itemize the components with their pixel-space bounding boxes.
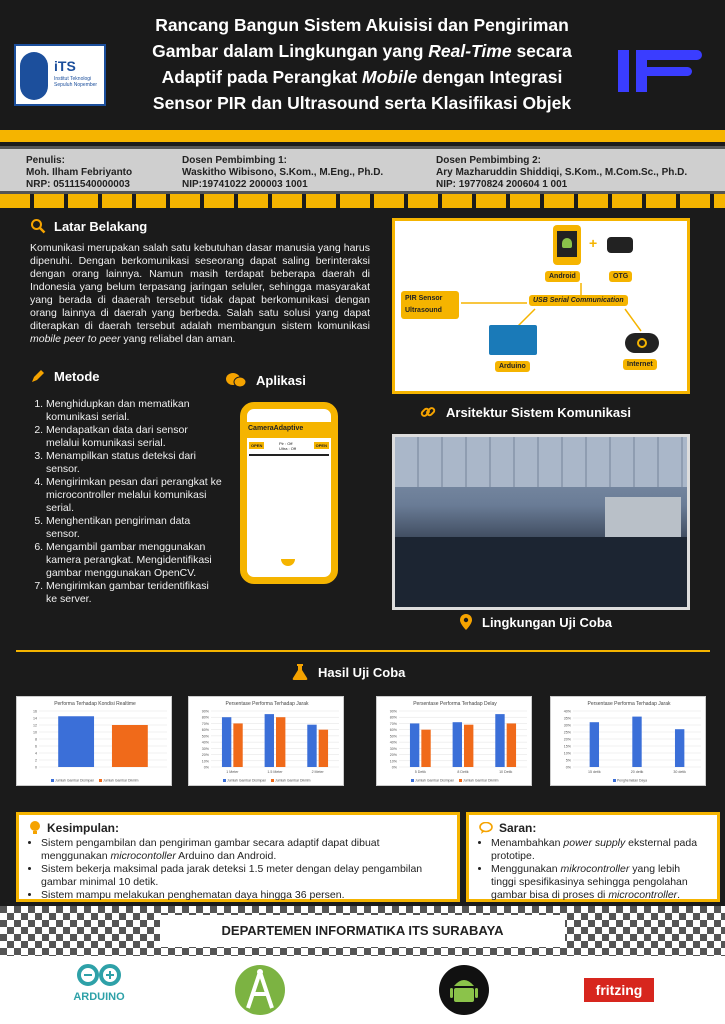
- bar: [464, 725, 473, 767]
- ultra-status: Ultra : Off: [279, 446, 297, 451]
- metode-title: Metode: [54, 368, 100, 384]
- arduino-board-icon: [489, 325, 537, 355]
- bar: [276, 717, 285, 767]
- list-item: 1. Menghidupkan dan mematikan komunikasi serial.: [46, 398, 222, 424]
- author-band: [0, 146, 725, 194]
- arsitektur-header: [420, 404, 631, 420]
- map-pin-icon: [460, 614, 472, 630]
- y-tick-label: 70%: [201, 721, 209, 726]
- x-tick-label: 1.5 Meter: [267, 770, 283, 774]
- list-item: • Sistem mampu melakukan penghematan daya hingga 36 persen.: [41, 889, 447, 902]
- footer-logos: [0, 956, 725, 1024]
- lightbulb-icon: [29, 821, 41, 835]
- y-tick-label: 0%: [203, 765, 209, 770]
- list-item: 2. Mendapatkan data dari sensor melalui komunikasi serial.: [46, 424, 222, 450]
- if-logo-icon: [614, 48, 706, 94]
- y-tick-label: 50%: [389, 734, 397, 739]
- department-label: DEPARTEMEN INFORMATIKA ITS SURABAYA: [160, 915, 565, 947]
- y-tick-label: 10: [33, 730, 37, 735]
- arduino-label: Arduino: [495, 361, 530, 372]
- x-tick-label: 10 Detik: [499, 770, 513, 774]
- kesimpulan-list: [29, 837, 447, 902]
- hasil-title: Hasil Uji Coba: [318, 664, 406, 680]
- legend-label: Jumlah Gambar Disimpan: [227, 778, 267, 783]
- chart-svg: [551, 697, 707, 787]
- author-info: Penulis: Moh. Ilham Febriyanto NRP: 05111540000003: [26, 155, 133, 190]
- chat-icon: [226, 372, 246, 388]
- lingkungan-title: Lingkungan Uji Coba: [482, 614, 612, 630]
- bar: [233, 723, 242, 767]
- bar: [222, 717, 231, 767]
- list-item: 4. Mengirimkan pesan dari perangkat ke microcontroller melalui komunikasi serial.: [46, 476, 222, 515]
- its-subtitle: Institut Teknologi Sepuluh Nopember: [54, 76, 98, 88]
- x-tick-label: 5 Detik: [414, 770, 426, 774]
- bar: [453, 722, 462, 767]
- y-tick-label: 35%: [563, 716, 571, 721]
- y-tick-label: 90%: [201, 709, 209, 714]
- chart-svg: [189, 697, 345, 787]
- legend-swatch: [51, 779, 54, 782]
- list-item: • Sistem bekerja maksimal pada jarak deteksi 1.5 meter dengan delay pengambilan gambar minimal 10 detik.: [41, 863, 447, 889]
- saran-box: [466, 812, 720, 902]
- legend-label: Jumlah Gambar Disimpan: [415, 778, 455, 783]
- y-tick-label: 20%: [201, 753, 209, 758]
- bar: [507, 723, 516, 767]
- supervisor-2-info: Dosen Pembimbing 2: Ary Mazharuddin Shiddiqi, S.Kom., M.Com.Sc., Ph.D. NIP: 19770824 200604 1 001: [436, 155, 688, 190]
- list-item: • Menambahkan power supply eksternal pada prototipe.: [491, 837, 707, 863]
- chart-title: Persentase Performa Terhadap Jarak: [587, 701, 671, 707]
- y-tick-label: 4: [35, 751, 37, 756]
- usb-serial-label: USB Serial Communication: [529, 295, 628, 306]
- y-tick-label: 10%: [201, 759, 209, 764]
- open-button-right[interactable]: OPEN: [315, 443, 327, 448]
- pir-ultrasound-label: PIR Sensor Ultrasound: [401, 291, 459, 319]
- kesimpulan-title: Kesimpulan:: [47, 821, 120, 835]
- author-band-stripe: [0, 194, 725, 208]
- bar: [590, 722, 599, 767]
- pir-status: Pir : Off: [279, 441, 293, 446]
- list-item: • Sistem pengambilan dan pengiriman gambar secara adaptif dapat dibuat menggunakan microcontoller Arduino dan Android.: [41, 837, 447, 863]
- bar: [421, 730, 430, 767]
- legend-swatch: [411, 779, 414, 782]
- y-tick-label: 6: [35, 744, 37, 749]
- y-tick-label: 80%: [389, 715, 397, 720]
- saran-list: [479, 837, 707, 902]
- kesimpulan-box: [16, 812, 460, 902]
- y-tick-label: 60%: [389, 728, 397, 733]
- bar: [632, 717, 641, 767]
- bar: [307, 725, 316, 767]
- charts-row: [16, 696, 710, 800]
- y-tick-label: 14: [33, 716, 37, 721]
- y-tick-label: 8: [35, 737, 37, 742]
- y-tick-label: 12: [33, 723, 37, 728]
- chart-title: Persentase Performa Terhadap Delay: [413, 701, 497, 707]
- x-tick-label: 2 Meter: [311, 770, 324, 774]
- arduino-wordmark: ARDUINO: [73, 991, 125, 1003]
- y-tick-label: 20%: [563, 737, 571, 742]
- metode-list: [30, 398, 222, 606]
- latar-belakang-section: [30, 218, 370, 346]
- legend-label: Penghematan Daya: [617, 778, 647, 783]
- list-item: 5. Menghentikan pengiriman data sensor.: [46, 515, 222, 541]
- aplikasi-title: Aplikasi: [256, 372, 306, 388]
- plus-icon: +: [589, 235, 598, 251]
- y-tick-label: 10%: [389, 759, 397, 764]
- y-tick-label: 0%: [565, 765, 571, 770]
- x-tick-label: 8 Detik: [457, 770, 469, 774]
- chart-svg: [377, 697, 533, 787]
- bar: [319, 730, 328, 767]
- y-tick-label: 90%: [389, 709, 397, 714]
- chart-delay: [376, 696, 532, 786]
- app-name-bar: CameraAdaptive: [246, 422, 332, 438]
- y-tick-label: 5%: [565, 758, 571, 763]
- list-item: 3. Menampilkan status deteksi dari sensor.: [46, 450, 222, 476]
- its-wordmark: iTS: [54, 58, 76, 74]
- list-item: 6. Mengambil gambar menggunakan kamera perangkat. Mengidentifikasi gambar menggunakan OpenCV.: [46, 541, 222, 580]
- latar-belakang-text: Komunikasi merupakan salah satu kebutuhan dasar manusia yang harus dipenuhi. Dengan berkomunikasi seseorang dapat saling berinteraksi dengan orang lainnya. Namun masih terdapat beberapa daerah di Indonesia yang belum terpasang jaringan seluler, sehingga masyarakat yang berada di daaerah tersebut tidak dapat berkomunikasi dengan orang lainnya di daerah yang berbeda. Salah satu solusi yang dapat diterapkan di daerah tersebut adalah membangun sistem komunikasi mobile peer to peer yang reliabel dan aman.: [30, 242, 370, 345]
- x-tick-label: 15 detik: [588, 770, 601, 774]
- hasil-header: [292, 664, 405, 680]
- link-icon: [420, 404, 436, 420]
- header-stripe: [0, 130, 725, 142]
- its-logo: [14, 44, 106, 106]
- bar: [410, 723, 419, 767]
- metode-section: [30, 368, 222, 606]
- architecture-diagram: [392, 218, 690, 394]
- bar: [265, 714, 274, 767]
- x-tick-label: 30 detik: [673, 770, 686, 774]
- section-divider: [16, 650, 710, 652]
- chart-svg: [17, 697, 173, 787]
- chart-jarak: [188, 696, 344, 786]
- poster-title: Rancang Bangun Sistem Akuisisi dan Pengiriman Gambar dalam Lingkungan yang Real-Time secara Adaptif pada Perangkat Mobile dengan Integrasi Sensor PIR dan Ultrasound serta Klasifikasi Objek: [152, 15, 572, 113]
- search-icon: [30, 218, 46, 234]
- chart-title: Performa Terhadap Kondisi Realtime: [54, 701, 136, 707]
- chart-penghematan: [550, 696, 706, 786]
- chart-title: Persentase Performa Terhadap Jarak: [225, 701, 309, 707]
- chart-realtime: [16, 696, 172, 786]
- y-tick-label: 20%: [389, 753, 397, 758]
- legend-swatch: [223, 779, 226, 782]
- bar: [495, 714, 504, 767]
- flask-icon: [292, 664, 308, 680]
- phone-mockup: [240, 402, 338, 584]
- legend-swatch: [99, 779, 102, 782]
- lab-photo: [392, 434, 690, 610]
- legend-label: Jumlah Gambar Dikirim: [463, 778, 499, 783]
- y-tick-label: 25%: [563, 730, 571, 735]
- y-tick-label: 30%: [201, 746, 209, 751]
- android-robot-icon: [438, 964, 490, 1016]
- y-tick-label: 16: [33, 709, 37, 714]
- android-label: Android: [545, 271, 580, 282]
- y-tick-label: 0%: [391, 765, 397, 770]
- bar: [112, 725, 148, 767]
- saran-title: Saran:: [499, 821, 537, 835]
- y-tick-label: 50%: [201, 734, 209, 739]
- otg-label: OTG: [609, 271, 632, 282]
- y-tick-label: 15%: [563, 744, 571, 749]
- legend-label: Jumlah Gambar Disimpan: [55, 778, 95, 783]
- arduino-logo: [68, 964, 130, 1003]
- bar: [675, 729, 684, 767]
- open-button-left[interactable]: OPEN: [251, 443, 263, 448]
- y-tick-label: 2: [35, 758, 37, 763]
- legend-label: Jumlah Gambar Dikirim: [275, 778, 311, 783]
- pencil-icon: [30, 368, 46, 384]
- divider: [249, 454, 329, 456]
- latar-belakang-title: Latar Belakang: [54, 218, 148, 234]
- android-studio-icon: [234, 962, 286, 1018]
- speech-bubble-icon: [479, 822, 493, 834]
- legend-label: Jumlah Gambar Dikirim: [103, 778, 139, 783]
- y-tick-label: 10%: [563, 751, 571, 756]
- supervisor-1-info: Dosen Pembimbing 1: Waskitho Wibisono, S.Kom., M.Eng., Ph.D. NIP:19741022 200003 1001: [182, 155, 384, 190]
- y-tick-label: 80%: [201, 715, 209, 720]
- list-item: 7. Mengirimkan gambar teridentifikasi ke server.: [46, 580, 222, 606]
- y-tick-label: 70%: [389, 721, 397, 726]
- internet-label: Internet: [623, 359, 657, 370]
- cloud-icon: [625, 333, 659, 353]
- x-tick-label: 20 detik: [630, 770, 644, 774]
- legend-swatch: [271, 779, 274, 782]
- y-tick-label: 40%: [389, 740, 397, 745]
- lingkungan-header: [460, 614, 612, 630]
- home-button[interactable]: [281, 559, 295, 566]
- list-item: • Menggunakan mikrocontroller yang lebih tinggi spesifikasinya sehingga pengolahan gambar bisa di proses di microcontroller.: [491, 863, 707, 902]
- y-tick-label: 40%: [201, 740, 209, 745]
- y-tick-label: 30%: [389, 746, 397, 751]
- legend-swatch: [459, 779, 462, 782]
- y-tick-label: 0: [35, 765, 37, 770]
- arsitektur-title: Arsitektur Sistem Komunikasi: [446, 404, 631, 420]
- y-tick-label: 60%: [201, 728, 209, 733]
- x-tick-label: 1 Meter: [226, 770, 239, 774]
- y-tick-label: 30%: [563, 723, 571, 728]
- fritzing-logo: fritzing: [584, 978, 654, 1002]
- bar: [58, 716, 94, 767]
- its-seal-icon: [20, 52, 48, 100]
- y-tick-label: 40%: [563, 709, 571, 714]
- aplikasi-header: [226, 372, 306, 388]
- arduino-infinity-icon: [74, 964, 124, 986]
- legend-swatch: [613, 779, 616, 782]
